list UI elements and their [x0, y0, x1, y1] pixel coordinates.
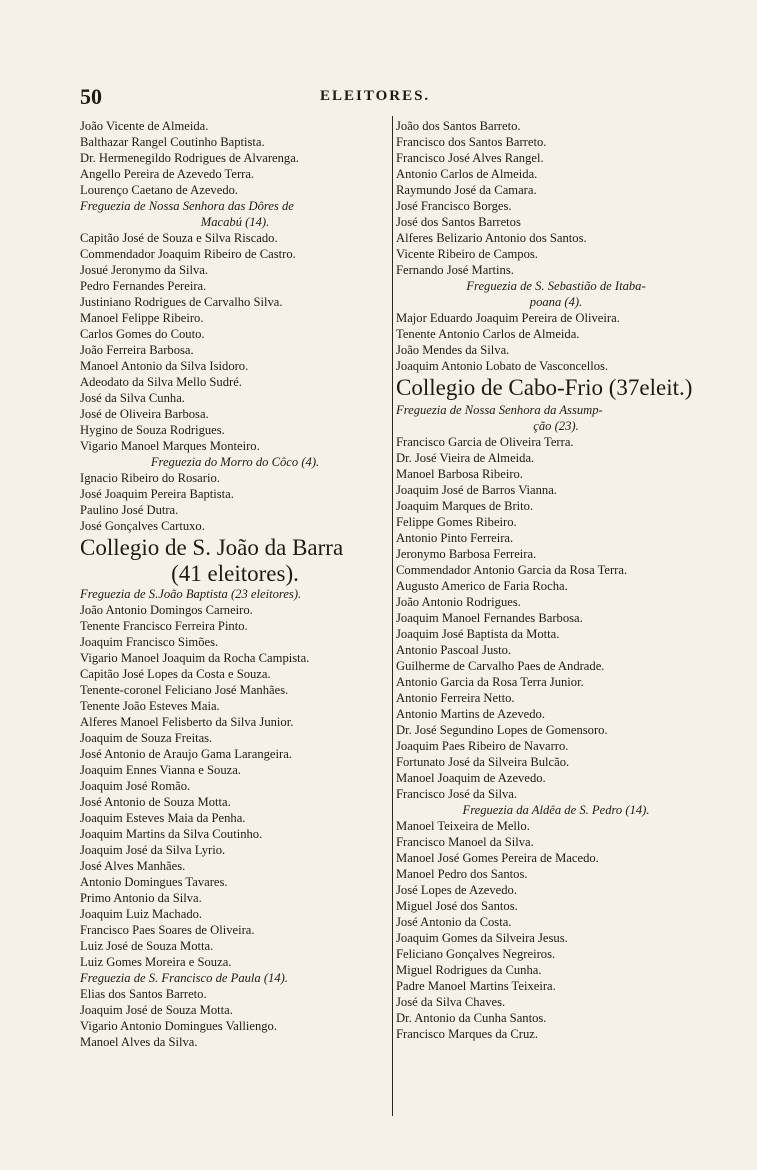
elector-name: João dos Santos Barreto.	[396, 119, 521, 133]
elector-name: Joaquim Francisco Simões.	[80, 635, 219, 649]
elector-name: José Antonio da Costa.	[396, 915, 512, 929]
elector-name: Adeodato da Silva Mello Sudré.	[80, 375, 242, 389]
elector-name: Miguel Rodrigues da Cunha.	[396, 963, 542, 977]
elector-name: José Lopes de Azevedo.	[396, 883, 518, 897]
elector-name: José dos Santos Barretos	[396, 215, 521, 229]
elector-name: Luiz Gomes Moreira e Souza.	[80, 955, 232, 969]
elector-name: Guilherme de Carvalho Paes de Andrade.	[396, 659, 605, 673]
page-number: 50	[80, 84, 102, 109]
right-column	[396, 118, 716, 1042]
elector-name: Dr. José Segundino Lopes de Gomensoro.	[396, 723, 608, 737]
elector-name: Carlos Gomes do Couto.	[80, 327, 205, 341]
elector-name: Manoel Barbosa Ribeiro.	[396, 467, 523, 481]
elector-name: Augusto Americo de Faria Rocha.	[396, 579, 568, 593]
elector-name: José da Silva Chaves.	[396, 995, 506, 1009]
elector-name: Manoel Joaquim de Azevedo.	[396, 771, 546, 785]
elector-name: José Alves Manhães.	[80, 859, 186, 873]
elector-name: Balthazar Rangel Coutinho Baptista.	[80, 135, 265, 149]
elector-name: Tenente João Esteves Maia.	[80, 699, 220, 713]
parish-heading: Freguezia de Nossa Senhora das Dôres de	[80, 199, 294, 213]
elector-name: Capitão José de Souza e Silva Riscado.	[80, 231, 278, 245]
elector-name: Angello Pereira de Azevedo Terra.	[80, 167, 255, 181]
elector-name: Francisco Marques da Cruz.	[396, 1027, 538, 1041]
elector-name: Ignacio Ribeiro do Rosario.	[80, 471, 220, 485]
elector-name: Raymundo José da Camara.	[396, 183, 537, 197]
elector-name: Felippe Gomes Ribeiro.	[396, 515, 517, 529]
elector-name: Jeronymo Barbosa Ferreira.	[396, 547, 537, 561]
elector-name: Luiz José de Souza Motta.	[80, 939, 214, 953]
elector-name: Lourenço Caetano de Azevedo.	[80, 183, 239, 197]
elector-name: Manoel Antonio da Silva Isidoro.	[80, 359, 249, 373]
elector-name: João Antonio Rodrigues.	[396, 595, 521, 609]
elector-name: Major Eduardo Joaquim Pereira de Oliveira.	[396, 311, 620, 325]
elector-name: Joaquim José da Silva Lyrio.	[80, 843, 226, 857]
parish-heading: Macabú (14).	[200, 215, 270, 229]
elector-name: Joaquim Gomes da Silveira Jesus.	[396, 931, 568, 945]
elector-name: João Antonio Domingos Carneiro.	[80, 603, 253, 617]
elector-name: José de Oliveira Barbosa.	[80, 407, 209, 421]
elector-name: Joaquim Marques de Brito.	[396, 499, 534, 513]
elector-name: Antonio Pascoal Justo.	[396, 643, 512, 657]
elector-name: João Ferreira Barbosa.	[80, 343, 194, 357]
elector-name: Manoel Teixeira de Mello.	[396, 819, 530, 833]
elector-name: Elias dos Santos Barreto.	[80, 987, 207, 1001]
elector-name: Vigario Manoel Marques Monteiro.	[80, 439, 260, 453]
elector-name: Antonio Pinto Ferreira.	[396, 531, 514, 545]
elector-name: Joaquim José Baptista da Motta.	[396, 627, 560, 641]
parish-heading: Freguezia de S. Sebastião de Itaba-	[466, 279, 646, 293]
elector-name: José Joaquim Pereira Baptista.	[80, 487, 234, 501]
elector-name: Joaquim Paes Ribeiro de Navarro.	[396, 739, 569, 753]
elector-name: Tenente Francisco Ferreira Pinto.	[80, 619, 248, 633]
elector-name: Vicente Ribeiro de Campos.	[396, 247, 538, 261]
parish-heading: Freguezia de Nossa Senhora da Assump-	[396, 403, 603, 417]
elector-name: Vigario Antonio Domingues Valliengo.	[80, 1019, 277, 1033]
elector-name: Joaquim Manoel Fernandes Barbosa.	[396, 611, 583, 625]
elector-name: Francisco José da Silva.	[396, 787, 518, 801]
elector-name: Joaquim Luiz Machado.	[80, 907, 203, 921]
elector-name: Antonio Martins de Azevedo.	[396, 707, 545, 721]
elector-name: Joaquim José de Souza Motta.	[80, 1003, 233, 1017]
elector-name: Joaquim José Romão.	[80, 779, 191, 793]
elector-name: Miguel José dos Santos.	[396, 899, 518, 913]
elector-name: Francisco Paes Soares de Oliveira.	[80, 923, 255, 937]
column-divider	[392, 116, 393, 1116]
elector-name: Alferes Belizario Antonio dos Santos.	[396, 231, 587, 245]
elector-name: Capitão José Lopes da Costa e Souza.	[80, 667, 271, 681]
parish-heading: Freguezia do Morro do Côco (4).	[150, 455, 320, 469]
elector-name: Joaquim Antonio Lobato de Vasconcellos.	[396, 359, 609, 373]
page-title: ELEITORES.	[320, 88, 431, 104]
elector-name: Dr. José Vieira de Almeida.	[396, 451, 535, 465]
elector-name: Joaquim Ennes Vianna e Souza.	[80, 763, 241, 777]
parish-heading: Freguezia de S. Francisco de Paula (14).	[80, 971, 288, 985]
elector-name: Alferes Manoel Felisberto da Silva Junior.	[80, 715, 294, 729]
elector-name: Primo Antonio da Silva.	[80, 891, 202, 905]
elector-name: José Antonio de Araujo Gama Larangeira.	[80, 747, 292, 761]
elector-name: Josué Jeronymo da Silva.	[80, 263, 209, 277]
elector-name: Francisco dos Santos Barreto.	[396, 135, 547, 149]
elector-name: João Vicente de Almeida.	[80, 119, 209, 133]
parish-heading: Freguezia da Aldêa de S. Pedro (14).	[462, 803, 650, 817]
elector-name: Francisco Garcia de Oliveira Terra.	[396, 435, 574, 449]
elector-name: Joaquim Martins da Silva Coutinho.	[80, 827, 263, 841]
elector-name: Tenente Antonio Carlos de Almeida.	[396, 327, 580, 341]
parish-heading: Freguezia de S.João Baptista (23 eleitores).	[80, 587, 302, 601]
elector-name: Justiniano Rodrigues de Carvalho Silva.	[80, 295, 283, 309]
elector-name: Manoel Felippe Ribeiro.	[80, 311, 204, 325]
parish-heading: ção (23).	[533, 419, 579, 433]
elector-name: Manoel Alves da Silva.	[80, 1035, 198, 1049]
elector-name: Dr. Antonio da Cunha Santos.	[396, 1011, 547, 1025]
elector-name: Antonio Garcia da Rosa Terra Junior.	[396, 675, 584, 689]
elector-name: João Mendes da Silva.	[396, 343, 510, 357]
college-heading: (41 eleitores).	[171, 561, 299, 586]
elector-name: Commendador Joaquim Ribeiro de Castro.	[80, 247, 296, 261]
elector-name: José Francisco Borges.	[396, 199, 512, 213]
elector-name: Manoel José Gomes Pereira de Macedo.	[396, 851, 599, 865]
elector-name: Francisco Manoel da Silva.	[396, 835, 534, 849]
elector-name: Feliciano Gonçalves Negreiros.	[396, 947, 556, 961]
elector-name: José Gonçalves Cartuxo.	[80, 519, 205, 533]
elector-name: Paulino José Dutra.	[80, 503, 179, 517]
elector-name: Joaquim de Souza Freitas.	[80, 731, 213, 745]
elector-name: Antonio Domingues Tavares.	[80, 875, 228, 889]
elector-name: Fortunato José da Silveira Bulcão.	[396, 755, 570, 769]
elector-name: Antonio Ferreira Netto.	[396, 691, 515, 705]
elector-name: Commendador Antonio Garcia da Rosa Terra.	[396, 563, 628, 577]
elector-name: Vigario Manoel Joaquim da Rocha Campista.	[80, 651, 310, 665]
elector-name: Francisco José Alves Rangel.	[396, 151, 544, 165]
parish-heading: poana (4).	[529, 295, 583, 309]
elector-name: Padre Manoel Martins Teixeira.	[396, 979, 556, 993]
elector-name: Manoel Pedro dos Santos.	[396, 867, 528, 881]
elector-name: Hygino de Souza Rodrigues.	[80, 423, 225, 437]
elector-name: Tenente-coronel Feliciano José Manhães.	[80, 683, 289, 697]
left-column	[80, 118, 390, 1050]
elector-name: Pedro Fernandes Pereira.	[80, 279, 207, 293]
elector-name: Joaquim Esteves Maia da Penha.	[80, 811, 246, 825]
college-heading: Collegio de S. João da Barra	[80, 535, 344, 560]
elector-name: Antonio Carlos de Almeida.	[396, 167, 538, 181]
elector-name: Dr. Hermenegildo Rodrigues de Alvarenga.	[80, 151, 299, 165]
elector-name: Joaquim José de Barros Vianna.	[396, 483, 557, 497]
elector-name: José Antonio de Souza Motta.	[80, 795, 231, 809]
elector-name: Fernando José Martins.	[396, 263, 514, 277]
elector-name: José da Silva Cunha.	[80, 391, 185, 405]
college-heading: Collegio de Cabo-Frio (37eleit.)	[396, 375, 693, 400]
